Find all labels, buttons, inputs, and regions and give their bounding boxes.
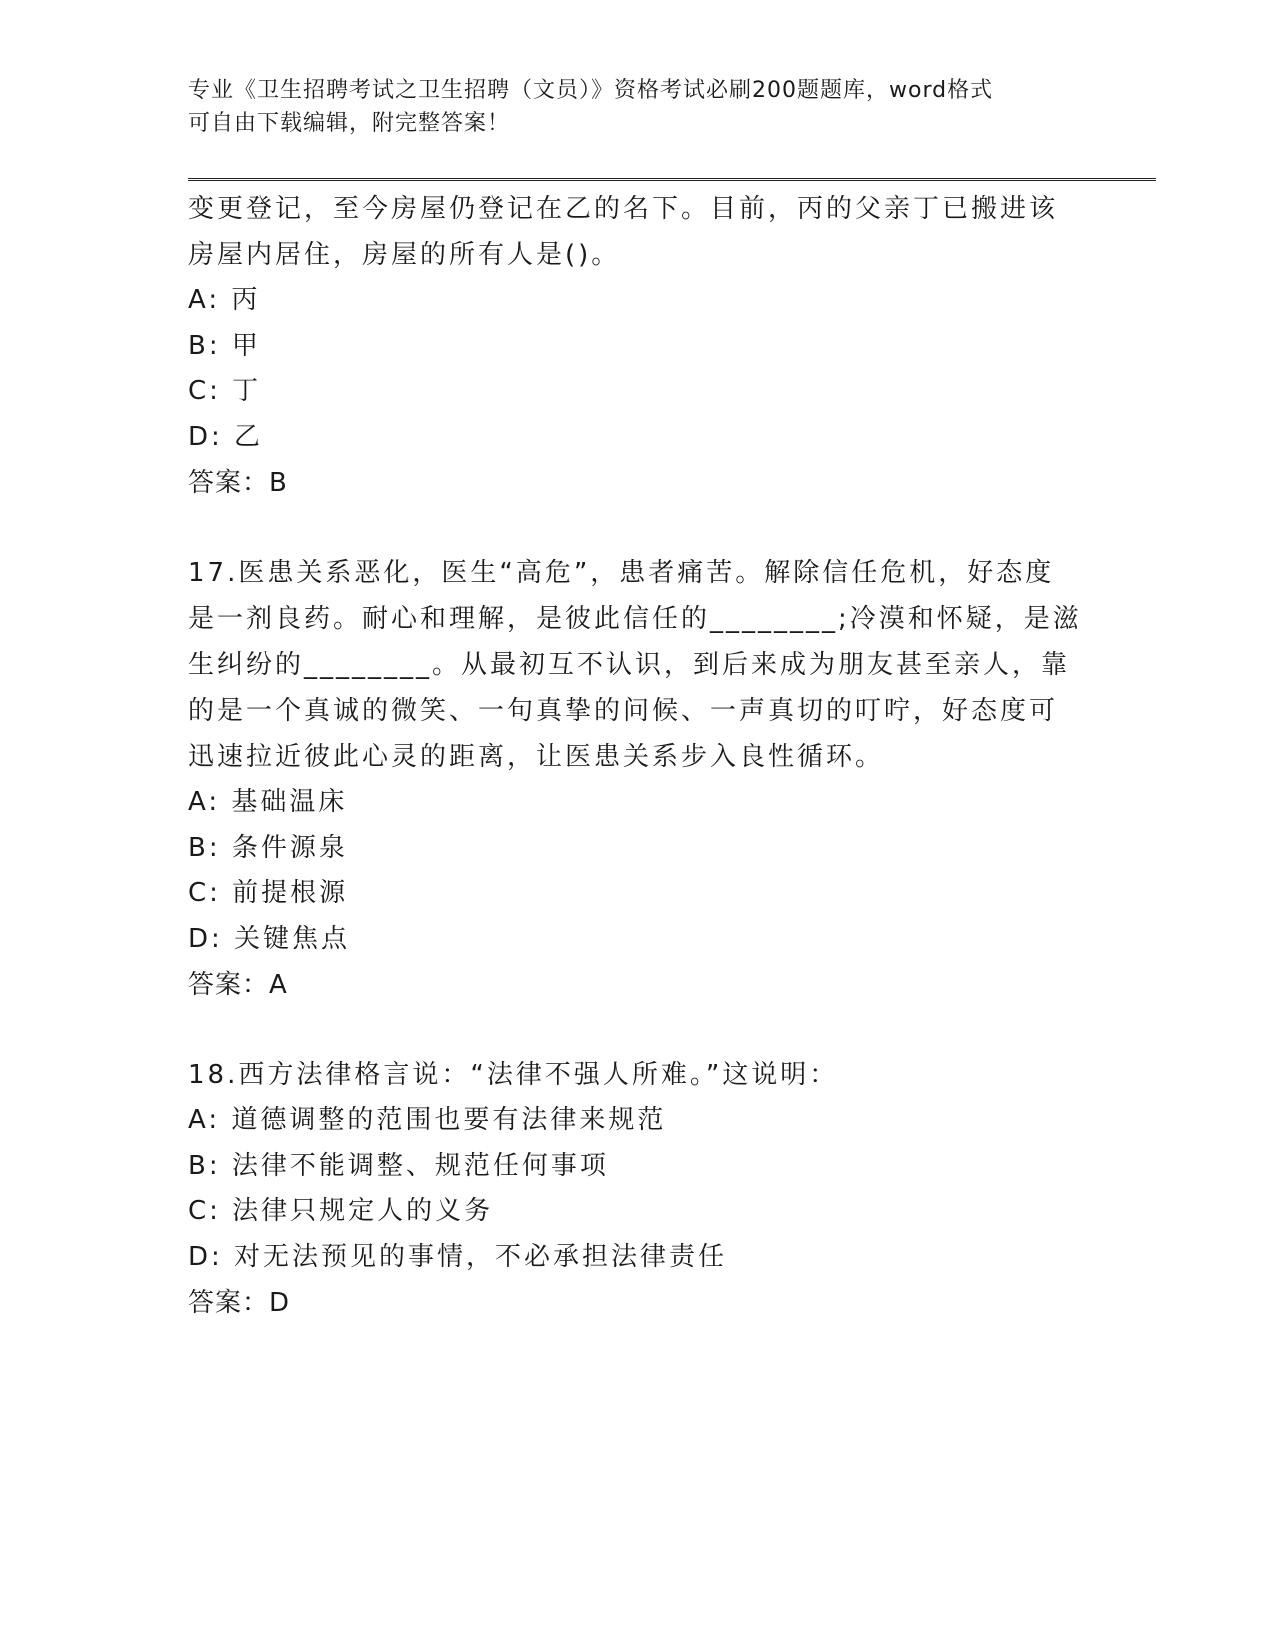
option-d: D: 对无法预见的事情，不必承担法律责任 — [188, 1241, 728, 1272]
option-a: A: 丙 — [188, 285, 261, 315]
question-text-line: 是一剂良药。耐心和理解，是彼此信任的________;冷漠和怀疑，是滋 — [188, 604, 1082, 634]
answer-line: 答案：B — [188, 468, 288, 498]
question-16 — [188, 186, 1088, 506]
question-list — [188, 186, 1088, 1326]
header-line-2: 可自由下载编辑，附完整答案！ — [188, 111, 511, 136]
question-text-line: 的是一个真诚的微笑、一句真挚的问候、一声真切的叮咛，好态度可 — [188, 696, 1059, 726]
answer-line: 答案：D — [188, 1288, 291, 1318]
answer-line: 答案：A — [188, 970, 288, 1000]
question-text-line: 房屋内居住，房屋的所有人是()。 — [188, 240, 621, 270]
option-c: C: 法律只规定人的义务 — [188, 1196, 494, 1226]
question-text-line: 生纠纷的________。从最初互不认识，到后来成为朋友甚至亲人，靠 — [188, 650, 1071, 680]
option-a: A: 道德调整的范围也要有法律来规范 — [188, 1105, 667, 1135]
question-18 — [188, 1052, 1088, 1326]
question-17 — [188, 550, 1088, 1008]
option-a: A: 基础温床 — [188, 787, 348, 817]
question-text-line: 迅速拉近彼此心灵的距离，让医患关系步入良性循环。 — [188, 742, 885, 772]
option-d: D: 乙 — [188, 421, 264, 452]
header-line-1: 专业《卫生招聘考试之卫生招聘（文员）》资格考试必刷200题题库，word格式 — [188, 78, 994, 103]
option-c: C: 前提根源 — [188, 878, 349, 908]
question-text-line: 变更登记，至今房屋仍登记在乙的名下。目前，丙的父亲丁已搬进该 — [188, 194, 1059, 224]
question-text-line: 18.西方法律格言说：“法律不强人所难。”这说明： — [188, 1060, 839, 1090]
header-divider — [188, 178, 1156, 181]
option-b: B: 甲 — [188, 330, 261, 361]
option-b: B: 条件源泉 — [188, 832, 348, 863]
option-b: B: 法律不能调整、规范任何事项 — [188, 1150, 609, 1181]
option-c: C: 丁 — [188, 376, 262, 406]
option-d: D: 关键焦点 — [188, 923, 351, 954]
question-text-line: 17.医患关系恶化，医生“高危”，患者痛苦。解除信任危机，好态度 — [188, 558, 1055, 588]
page-header — [188, 74, 1068, 140]
